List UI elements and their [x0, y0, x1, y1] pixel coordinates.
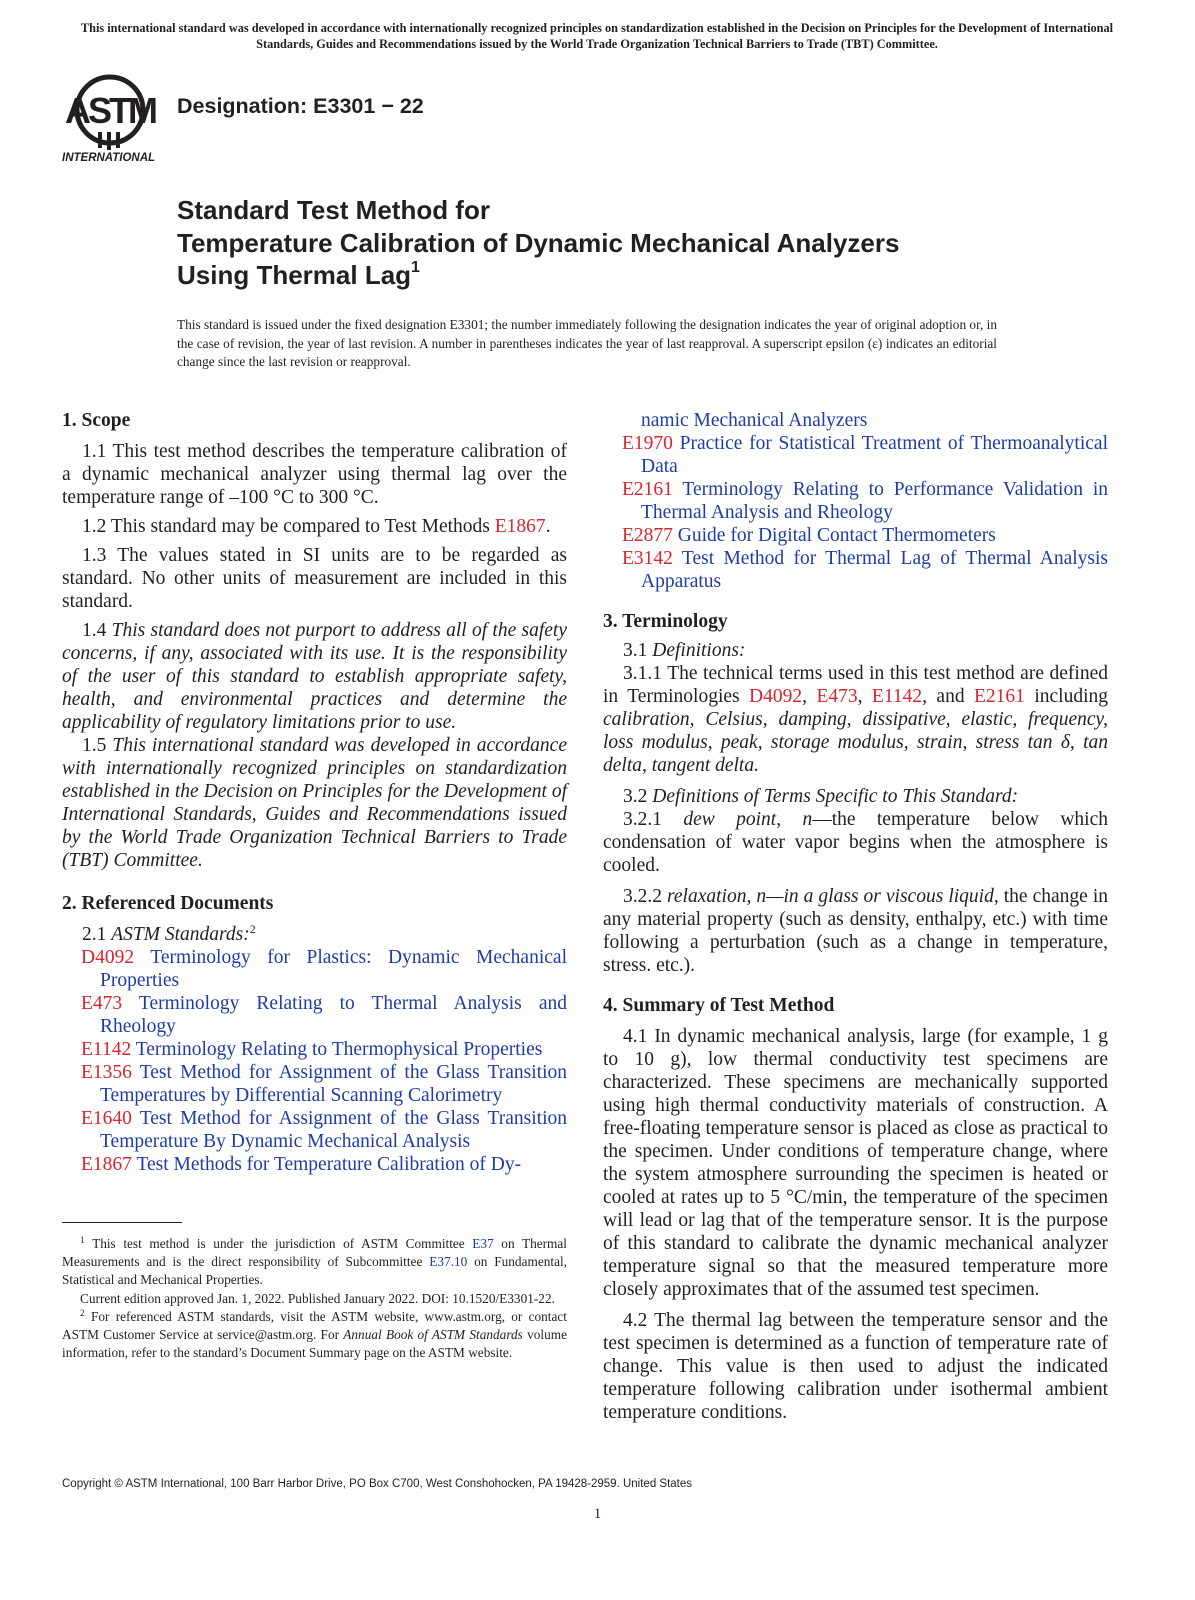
para-3-2: 3.2 Definitions of Terms Specific to This Standard:: [623, 786, 1019, 807]
document-title: [177, 194, 1077, 292]
footnote-1: $^1$ This test method is under the jurisdiction of ASTM Committee E37 on Thermal Measurements and is the direct responsibility of Subcommittee E37.10 on Fundamental, Statistical and Mechanical Properties.: [62, 1236, 567, 1288]
ref-item[interactable]: D4092 Terminology for Plastics: Dynamic Mechanical Properties: [81, 947, 567, 991]
ref-link-e473[interactable]: E473: [816, 686, 858, 707]
page-number: 1: [593, 1506, 602, 1522]
ref-link-d4092[interactable]: D4092: [749, 686, 803, 707]
issuance-note: This standard is issued under the fixed designation E3301; the number immediately following the designation indicates the year of original adoption or, in the case of revision, the year of last revision. A number in parentheses indicates the year of last reapproval. A superscript epsilon (ε) indicates an editorial change since the last revision or reapproval.: [177, 317, 997, 370]
para-2-1: 2.1 ASTM Standards:$^2$: [82, 922, 256, 945]
designation: Designation: E3301 − 22: [177, 94, 424, 118]
committee-link-e37[interactable]: E37: [472, 1236, 494, 1251]
para-4-1: 4.1 In dynamic mechanical analysis, large (for example, 1 g to 10 g), low thermal conductivity test specimens are characterized. These specimens are mechanically supported using high thermal conductivity materials of construction. A free-floating temperature sensor is placed as close as practical to the specimen. Under conditions of temperature change, where the system atmosphere surrounding the specimen is heated or cooled at rates up to 5 °C/min, the temperature of the specimen will lead or lag that of the temperature sensor. It is the purpose of this standard to calibrate the dynamic mechanical analyzer temperature signal so that the measured temperature more closely approximates that of the assumed test specimen.: [603, 1026, 1108, 1300]
ref-link-e2161[interactable]: E2161: [974, 686, 1025, 707]
footnote-2: $^2$ For referenced ASTM standards, visit the ASTM website, www.astm.org, or contact ASTM Customer Service at service@astm.org. For Annual Book of ASTM Standards volume information, refer to the standard’s Document Summary page on the ASTM website.: [62, 1308, 567, 1361]
right-column: [603, 409, 1108, 1424]
section-4-heading: 4. Summary of Test Method: [603, 995, 835, 1016]
subcommittee-link-e37-10[interactable]: E37.10: [429, 1254, 468, 1270]
para-1-1: 1.1 This test method describes the temperature calibration of a dynamic mechanical analyzer using thermal lag over the temperature range of –100 °C to 300 °C.: [62, 441, 567, 508]
ref-item[interactable]: E1867 Test Methods for Temperature Calibration of Dy-: [81, 1154, 522, 1175]
para-3-2-2: 3.2.2 relaxation, n—in a glass or viscous liquid, the change in any material property (such as density, enthalpy, etc.) with time following a perturbation (such as a change in temperature, stress. etc.).: [603, 886, 1108, 976]
footnote-1-edition: Current edition approved Jan. 1, 2022. Published January 2022. DOI: 10.1520/E3301-22.: [80, 1290, 555, 1306]
ref-item[interactable]: E2161 Terminology Relating to Performance Validation in Thermal Analysis and Rheology: [622, 479, 1108, 523]
ref-item[interactable]: E1356 Test Method for Assignment of the Glass Transition Temperatures by Differential Scanning Calorimetry: [81, 1062, 567, 1106]
top-notice: This international standard was developed in accordance with internationally recognized principles on standardization established in the Decision on Principles for the Development of International Standards, Guides and Recommendations issued by the World Trade Organization Technical Barriers to Trade (TBT) Committee.: [80, 21, 1114, 51]
footnote-2-marker[interactable]: 2: [249, 922, 256, 936]
copyright-notice: Copyright © ASTM International, 100 Barr Harbor Drive, PO Box C700, West Conshohocken, PA 19428-2959. United States: [62, 1478, 693, 1490]
footnote-divider: [62, 1222, 182, 1223]
svg-text:ASTM: ASTM: [65, 90, 155, 131]
title-line-2: Temperature Calibration of Dynamic Mechanical Analyzers: [177, 227, 900, 258]
title-line-3: Using Thermal Lag$^1$: [177, 259, 420, 290]
section-3-heading: 3. Terminology: [603, 611, 728, 632]
para-1-4: 1.4 This standard does not purport to address all of the safety concerns, if any, associated with its use. It is the responsibility of the user of this standard to establish appropriate safety, health, and environmental practices and determine the applicability of regulatory limitations prior to use.: [62, 620, 568, 733]
ref-item[interactable]: E1640 Test Method for Assignment of the Glass Transition Temperature By Dynamic Mechanical Analysis: [81, 1108, 567, 1152]
section-1-heading: 1. Scope: [62, 410, 131, 431]
para-1-5: 1.5 This international standard was developed in accordance with internationally recognized principles on standardization established in the Decision on Principles for the Development of International Standards, Guides and Recommendations issued by the World Trade Organization Technical Barriers to Trade (TBT) Committee.: [62, 735, 567, 871]
ref-link-e1867[interactable]: E1867: [494, 516, 546, 537]
para-3-1-1: 3.1.1 The technical terms used in this test method are defined in Terminologies D4092, E473, E1142, and E2161 including calibration, Celsius, damping, dissipative, elastic, frequency, loss modulus, peak, storage modulus, strain, stress tan δ, tan delta, tangent delta.: [603, 663, 1109, 776]
para-3-2-1: 3.2.1 dew point, n—the temperature below which condensation of water vapor begins when the atmosphere is cooled.: [603, 809, 1109, 876]
ref-item[interactable]: E2877 Guide for Digital Contact Thermometers: [622, 525, 996, 546]
left-column: [62, 409, 567, 1176]
ref-item[interactable]: E1970 Practice for Statistical Treatment of Thermoanalytical Data: [622, 433, 1108, 477]
astm-logo-icon: [60, 68, 168, 164]
para-1-2: 1.2 This standard may be compared to Test Methods E1867.: [82, 516, 551, 537]
para-4-2: 4.2 The thermal lag between the temperature sensor and the test specimen is determined as a function of temperature rate of change. This value is then used to adjust the indicated temperature following calibration under isothermal ambient temperature conditions.: [603, 1310, 1108, 1423]
title-line-1: Standard Test Method for: [177, 195, 490, 225]
ref-item[interactable]: E1142 Terminology Relating to Thermophysical Properties: [81, 1039, 543, 1060]
ref-item-continuation[interactable]: namic Mechanical Analyzers: [641, 410, 868, 431]
ref-link-e1142[interactable]: E1142: [871, 686, 923, 707]
section-2-heading: 2. Referenced Documents: [62, 893, 274, 914]
svg-text:INTERNATIONAL: INTERNATIONAL: [62, 152, 156, 164]
ref-item[interactable]: E3142 Test Method for Thermal Lag of Thermal Analysis Apparatus: [622, 548, 1108, 592]
para-1-3: 1.3 The values stated in SI units are to be regarded as standard. No other units of measurement are included in this standard.: [62, 545, 567, 612]
para-3-1: 3.1 Definitions:: [623, 640, 746, 661]
astm-logo: [60, 68, 168, 164]
ref-item[interactable]: E473 Terminology Relating to Thermal Analysis and Rheology: [81, 993, 567, 1037]
title-footnote-marker[interactable]: 1: [411, 259, 420, 276]
footnotes: [62, 1235, 567, 1362]
